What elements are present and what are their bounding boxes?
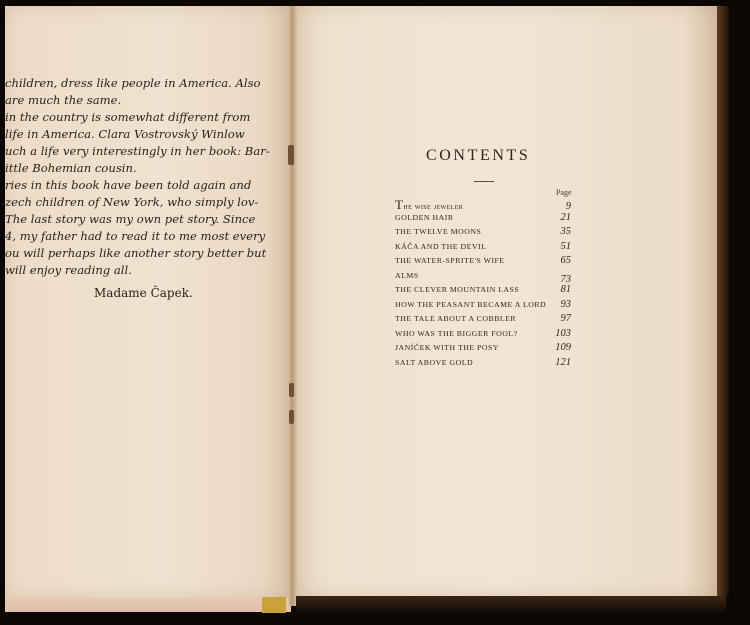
book-gutter [289,6,297,606]
page-number: 81 [560,284,571,295]
preface-text [5,75,270,279]
story-title: WHO WAS THE BIGGER FOOL? [395,328,518,338]
contents-entry [395,342,571,357]
preface-signature: Madame Čapek. [94,286,193,300]
page-number: 121 [555,356,571,368]
preface-line: ittle Bohemian cousin. [5,161,137,175]
cover-edge [5,598,291,612]
contents-entry [395,226,571,241]
story-title: ALMS [395,270,419,280]
page-number: 35 [560,226,571,237]
preface-line: will enjoy reading all. [5,263,132,277]
story-title: GOLDEN HAIR [395,212,454,222]
page-number: 73 [560,273,571,285]
contents-entry [395,328,571,343]
preface-line: life in America. Clara Vostrovský Winlow [5,127,245,141]
preface-line: ries in this book have been told again and [5,178,252,192]
story-title: THE CLEVER MOUNTAIN LASS [395,285,520,294]
page-number: 21 [560,211,571,223]
page-column-label: Page [556,188,572,197]
contents-entry [395,270,571,285]
preface-line: zech children of New York, who simply lov- [5,195,259,209]
preface-line: in the country is somewhat different from [5,110,251,124]
preface-line: are much the same. [5,93,122,107]
contents-entry [395,357,571,372]
preface-line: 4, my father had to read it to me most every [5,229,266,243]
page-number: 109 [555,342,571,353]
bookmark-ribbon [262,597,286,613]
page-number: 9 [565,201,571,212]
preface-line: ou will perhaps like another story better but [5,246,267,260]
preface-line: The last story was my own pet story. Since [5,212,256,226]
contents-entry [395,212,571,227]
page-number: 93 [560,298,571,310]
page-number: 65 [560,255,571,266]
contents-list [395,197,571,371]
preface-line: children, dress like people in America. Also [5,76,261,90]
spine-tear-mark [289,383,294,397]
story-title: HOW THE PEASANT BECAME A LORD [395,299,547,309]
contents-entry [395,284,571,299]
bottom-edge-shadow [296,596,726,612]
spine-tear-mark [289,410,294,424]
contents-heading: CONTENTS [426,147,531,164]
contents-entry [395,313,571,328]
spine-tear-mark [288,145,294,165]
page-number: 51 [560,240,571,252]
contents-entry [395,299,571,314]
contents-entry [395,255,571,270]
story-title: THE TWELVE MOONS [395,227,482,236]
contents-entry [395,241,571,256]
story-title: THE WATER-SPRITE'S WIFE [395,256,505,265]
story-title: KÁČA AND THE DEVIL [395,241,487,251]
contents-entry [395,197,571,212]
page-edge-shadow [717,6,729,596]
heading-rule [474,181,494,182]
page-number: 103 [555,327,571,339]
page-number: 97 [560,313,571,324]
story-title: SALT ABOVE GOLD [395,357,474,367]
story-title: THE TALE ABOUT A COBBLER [395,314,517,323]
story-title: The wise jeweler [395,197,464,212]
story-title: JANÍČEK WITH THE POSY [395,343,499,352]
preface-line: uch a life very interestingly in her book: Bar- [5,144,270,158]
